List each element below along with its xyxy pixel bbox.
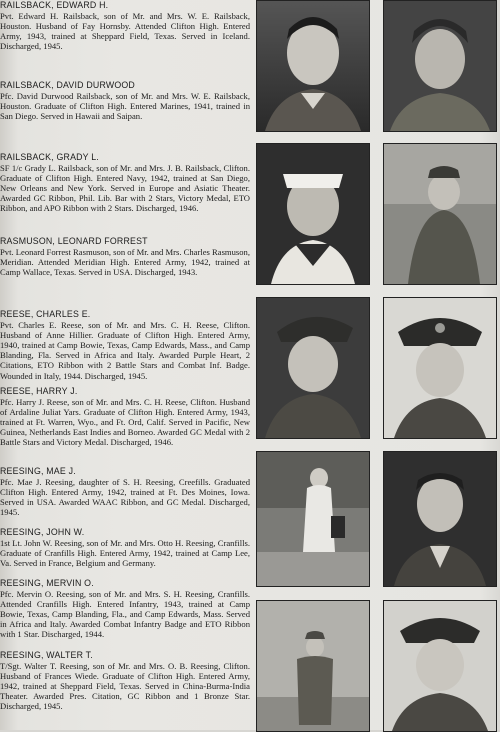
leonard-rasmuson-portrait [383,143,497,285]
entry-bio: Pvt. Charles E. Reese, son of Mr. and Mrs. C. H. Reese, Clifton. Husband of Anne Hillier. Graduate of Clifton High. Entered Army, 1940, trained at Camp Bowie, Texas, Camp Edwards, Mass., and Camp Blanding, Fla. Served in Africa and Italy. Awarded Purple Heart, 2 Citations, ETO Ribbon with 2 Battle Stars and Combat Inf. Badge. Wounded in Italy, 1944. Discharged, 1945. [0,320,250,381]
entry-edward-railsback [0,0,250,51]
mervin-reesing-portrait [256,600,370,732]
entry-charles-reese [0,309,250,381]
entry-walter-reesing [0,650,250,712]
entry-john-reesing [0,527,250,568]
entry-bio: Pfc. Mae J. Reesing, daughter of S. H. Reesing, Creefills. Graduated Clifton High. Entered Army, 1942, trained at Ft. Des Moines, Iowa. Served in USA. Awarded WAAC Ribbon, and GC Medal. Discharged, 1945. [0,477,250,518]
david-railsback-portrait [383,0,497,132]
entry-bio: Pvt. Edward H. Railsback, son of Mr. and Mrs. W. E. Railsback, Houston. Husband of Fay Hornsby. Attended Clifton High. Entered Army, 1943, trained at Sheppard Field, Texas. Served in Iceland. Discharged, 1945. [0,11,250,52]
entry-mervin-reesing [0,578,250,640]
entry-david-railsback [0,80,250,121]
entry-name: REESE, HARRY J. [0,386,78,396]
entry-bio: 1st Lt. John W. Reesing, son of Mr. and Mrs. Otto H. Reesing, Cranfills. Graduate of Cranfills High. Entered Army, 1942, trained at Camp Lee, Va. Served in France, Belgium and Germany. [0,538,250,569]
mae-reesing-portrait [256,451,370,587]
edward-railsback-portrait [256,0,370,132]
entry-name: REESING, MERVIN O. [0,578,94,588]
harry-reese-portrait [383,297,497,439]
entry-mae-reesing [0,466,250,517]
entry-bio: SF 1/c Grady L. Railsback, son of Mr. and Mrs. J. B. Railsback, Clifton. Graduate of Clifton High. Entered Navy, 1942, trained at San Diego, New Orleans and New York. Served in Europe and Asiatic Theater. Awarded GC Ribbon, Phil. Lib. Bar with 2 Stars, Victory Medal, ETO Ribbon, and APO Ribbon with 2 Stars. Discharged, 1946. [0,163,250,214]
entry-bio: Pfc. Mervin O. Reesing, son of Mr. and Mrs. S. H. Reesing, Cranfills. Attended Cranfills High. Entered Infantry, 1943, trained at Camp Bowie, Texas, Camp Blanding, Fla., and Camp Edwards, Mass. Served in Africa and Italy. Awarded Combat Infantry Badge and ETO Ribbon with 1 Star. Discharged, 1944. [0,589,250,640]
entry-bio: Pvt. Leonard Forrest Rasmuson, son of Mr. and Mrs. Charles Rasmuson, Meridian. Attended Meridian High. Entered Army, 1942, trained at Camp Wallace, Texas. Served in USA. Discharged, 1943. [0,247,250,278]
entry-harry-reese [0,386,250,448]
entry-name: RASMUSON, LEONARD FORREST [0,236,148,246]
entry-name: REESING, WALTER T. [0,650,93,660]
entry-name: REESING, MAE J. [0,466,76,476]
entry-name: REESE, CHARLES E. [0,309,91,319]
grady-railsback-portrait [256,143,370,285]
charles-reese-portrait [256,297,370,439]
entry-name: REESING, JOHN W. [0,527,85,537]
entry-name: RAILSBACK, GRADY L. [0,152,99,162]
entry-bio: Pfc. Harry J. Reese, son of Mr. and Mrs. C. H. Reese, Clifton. Husband of Ardaline Juliat Yars. Graduate of Clifton High. Entered Army, 1943, trained at Ft. Warren, Wyo., and Ft. Ord, Calif. Served in Pacific, New Guinea, Netherlands East Indies and Borneo. Awarded GC Medal with 2 Battle Stars and Victory Medal. Discharged, 1946. [0,397,250,448]
entry-grady-railsback [0,152,250,214]
entry-name: RAILSBACK, EDWARD H. [0,0,109,10]
entry-bio: T/Sgt. Walter T. Reesing, son of Mr. and Mrs. O. B. Reesing, Clifton. Husband of Frances Wiede. Graduate of Clifton High. Entered Army, 1942, trained at Sheppard Field, Texas. Served in China-Burma-India Theater. Awarded Pres. Citation, GC Ribbon and 1 Bronze Star. Discharged, 1945. [0,661,250,712]
walter-reesing-portrait [383,600,497,732]
entry-bio: Pfc. David Durwood Railsback, son of Mr. and Mrs. W. E. Railsback, Houston. Graduate of Clifton High. Entered Marines, 1941, trained in San Diego. Served in Hawaii and Saipan. [0,91,250,122]
entry-name: RAILSBACK, DAVID DURWOOD [0,80,135,90]
entry-leonard-rasmuson [0,236,250,277]
john-reesing-portrait [383,451,497,587]
